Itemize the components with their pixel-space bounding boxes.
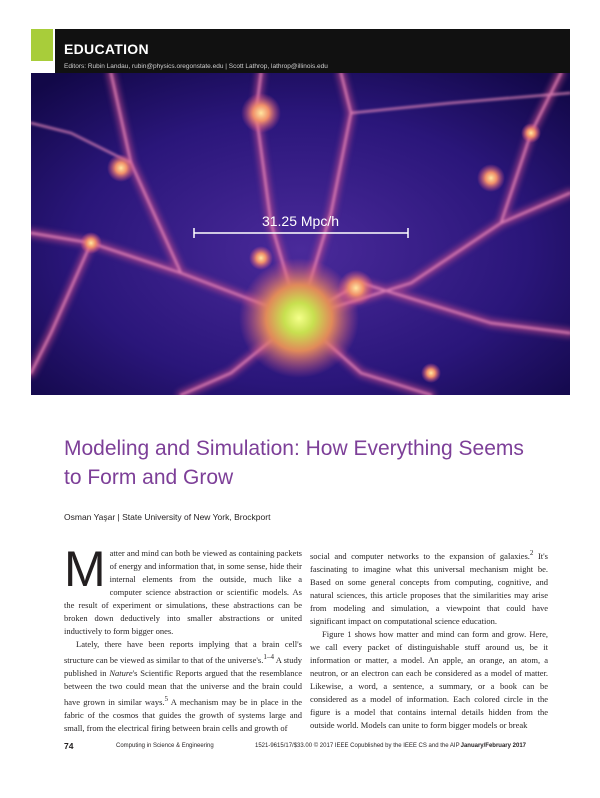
issue-date: January/February 2017 [460,743,526,749]
reference-superscript: 5 [164,694,169,703]
reference-superscript: 2 [529,549,534,557]
editors-line: Editors: Rubin Landau, rubin@physics.oregonstate.edu | Scott Lathrop, lathrop@illinois.edu [64,63,328,70]
journal-name: Nature [109,667,133,678]
paragraph: social and computer networks to the expansion of galaxies.$^2$ It's fascinating to imagine what this universal mechanism might be. Based on some general concepts from computing, cognitive, and natural sciences, this article proposes that the similarities may arise from modeling and simulation, a viewpoint that could have significant impact on computational science education. [310,549,548,626]
author-byline: Osman Yaşar | State University of New York, Brockport [64,512,271,522]
page-number: 74 [64,741,74,751]
section-label: EDUCATION [64,41,149,57]
body-column-left [64,541,303,735]
section-accent-tab [31,29,53,61]
journal-title: Computing in Science & Engineering [116,743,214,749]
paragraph: Matter and mind can both be viewed as containing packets of energy and information that, in some sense, hide their internal elements from the outside, much like a computer science abstraction or scientific models. As the result of experiment or simulations, these abstractions can be broken down deductively into smaller abstractions or united inductively to form bigger ones. [64,541,302,636]
paragraph: Figure 1 shows how matter and mind can form and grow. Here, we call every packet of distinguishable stuff around us, be it information or matter, a model. An apple, an orange, an atom, a neutron, or an electron can each be considered as a model of matter. Likewise, a word, a sentence, a summary, or a book can be considered as a model of information. Each colored circle in the figure is a model that contains internal details hidden from the outside world. Models can unite to form bigger models or break [310,628,548,730]
drop-cap: M [64,541,106,597]
scale-bar-label: 31.25 Mpc/h [261,213,340,229]
cosmic-web-graphic [31,73,570,395]
body-column-right [310,547,548,732]
reference-superscript: 1–4 [263,653,274,661]
cosmic-web-image [31,73,570,395]
copyright-line: 1521-9615/17/$33.00 © 2017 IEEE Copublished by the IEEE CS and the AIP [255,743,460,749]
paragraph: Lately, there have been reports implying that a brain cell's structure can be viewed as similar to that of the universe's.$^{1-4}$ A study published in Nature's Scientific Reports argued that the resemblance between the two could mean that the universe and the brain could have grown in similar ways.$^5$ A mechanism may be in place in the fabric of the cosmos that guides the growth of systems large and small, from the electrical firing between brain cells and growth of [64,639,303,733]
article-title: Modeling and Simulation: How Everything Seems to Form and Grow [64,437,524,489]
